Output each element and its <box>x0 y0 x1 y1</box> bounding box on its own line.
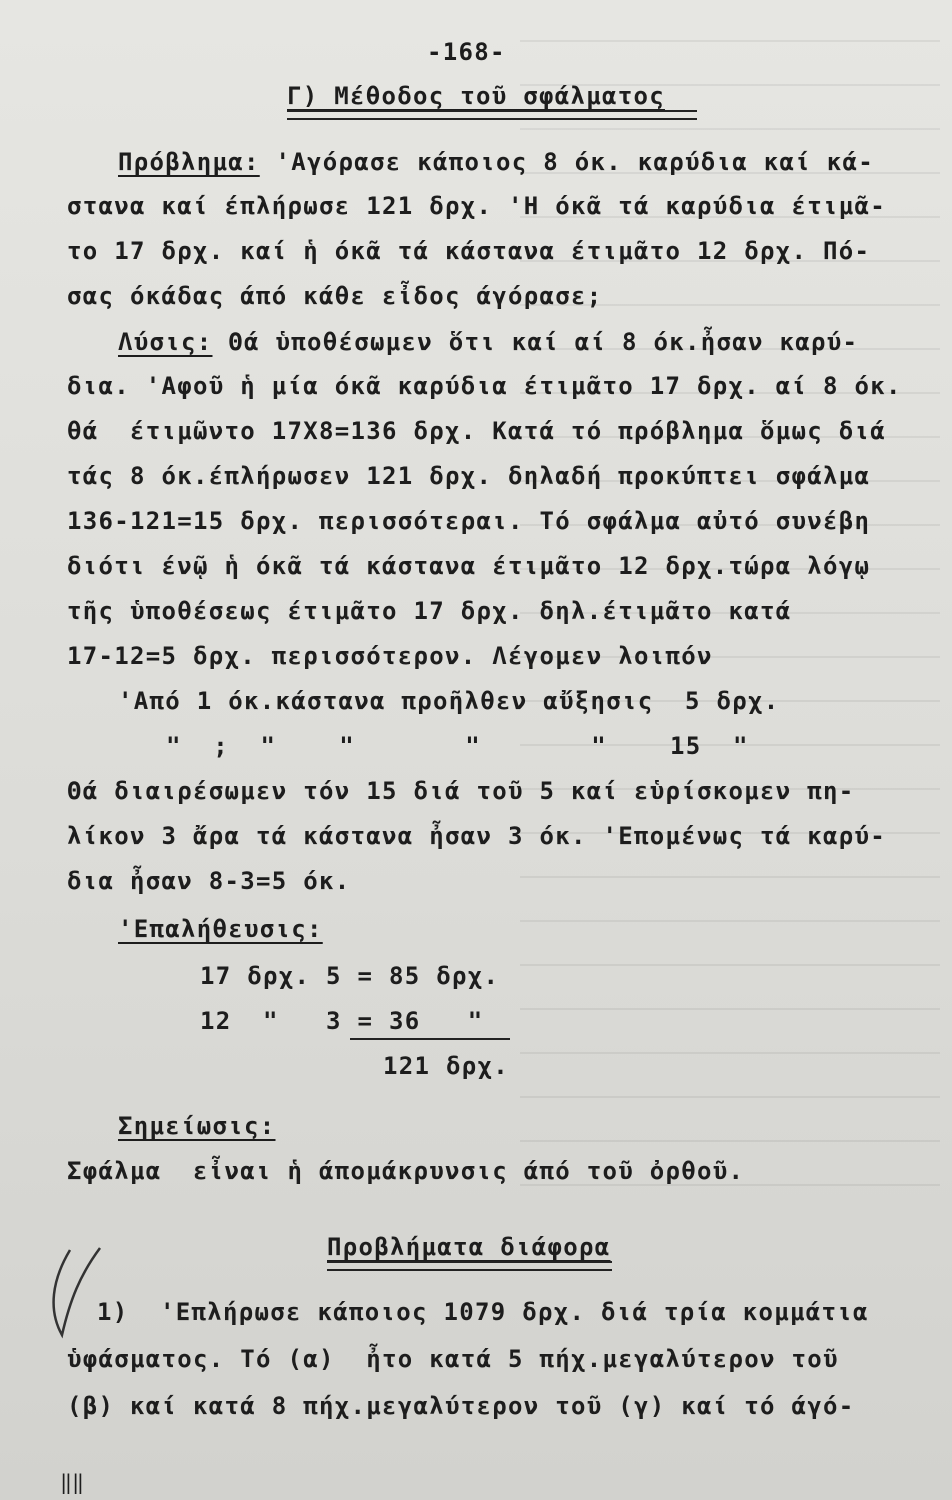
text-line-1 <box>118 148 874 176</box>
verification-total: 121 δρχ. <box>383 1052 509 1080</box>
solution-line-1: Θά ὑποθέσωμεν ὅτι καί αί 8 όκ.ἦσαν καρύ- <box>212 328 859 356</box>
text-line-6: δια. 'Αφοῦ ἡ μία όκᾶ καρύδια έτιμᾶτο 17 δρχ. αί 8 όκ. <box>67 372 902 400</box>
text-line-11: τῆς ὑποθέσεως έτιμᾶτο 17 δρχ. δηλ.έτιμᾶτο κατά <box>67 597 792 625</box>
remark-label: Σημείωσις: <box>118 1112 276 1140</box>
text-line-14: " ; " " " " 15 " <box>166 732 749 760</box>
verification-line-2: 12 " 3 = 36 " <box>200 1007 484 1035</box>
misc-problems-heading: Προβλήματα διάφορα <box>327 1233 611 1261</box>
misc-line-3: (β) καί κατά 8 πήχ.μεγαλύτερον τοῦ (γ) καί τό άγό- <box>67 1392 855 1420</box>
text-line-17: δια ἦσαν 8-3=5 όκ. <box>67 867 351 895</box>
text-line-12: 17-12=5 δρχ. περισσότερον. Λέγομεν λοιπόν <box>67 642 713 670</box>
solution-label: Λύσις: <box>118 328 213 356</box>
text-line-5 <box>118 328 858 356</box>
text-line-13: 'Από 1 όκ.κάστανα προῆλθεν αὔξησις 5 δρχ. <box>118 687 780 715</box>
text-line-9: 136-121=15 δρχ. περισσότεραι. Τό σφάλμα αὐτό συνέβη <box>67 507 871 535</box>
problem-label: Πρόβλημα: <box>118 148 260 176</box>
misc-line-2: ὑφάσματος. Τό (α) ἦτο κατά 5 πήχ.μεγαλύτερον τοῦ <box>67 1345 839 1373</box>
handwritten-margin-mark <box>40 1240 130 1350</box>
section-title: Γ) Μέθοδος τοῦ σφάλματος <box>287 82 665 110</box>
misc-heading-double-underline <box>327 1261 612 1271</box>
text-line-15: Θά διαιρέσωμεν τόν 15 διά τοῦ 5 καί εὑρίσκομεν πη- <box>67 777 855 805</box>
text-line-7: θά έτιμῶντο 17Χ8=136 δρχ. Κατά τό πρόβλημα ὅμως διά <box>67 417 886 445</box>
problem-line-1: 'Αγόρασε κάποιος 8 όκ. καρύδια καί κά- <box>259 148 874 176</box>
verification-line-1: 17 δρχ. 5 = 85 δρχ. <box>200 962 500 990</box>
text-line-2: στανα καί έπλήρωσε 121 δρχ. 'Η όκᾶ τά καρύδια έτιμᾶ- <box>67 192 886 220</box>
misc-line-1: 1) 'Επλήρωσε κάποιος 1079 δρχ. διά τρία κομμάτια <box>97 1298 869 1326</box>
title-double-underline <box>287 110 697 120</box>
text-line-3: το 17 δρχ. καί ἡ όκᾶ τά κάστανα έτιμᾶτο 12 δρχ. Πό- <box>67 237 871 265</box>
text-line-16: λίκον 3 ἄρα τά κάστανα ἦσαν 3 όκ. 'Επομένως τά καρύ- <box>67 822 886 850</box>
remark-line: Σφάλμα εἶναι ἡ άπομάκρυνσις άπό τοῦ ὀρθοῦ. <box>67 1157 745 1185</box>
margin-tick-mark: ‖‖ <box>60 1470 85 1494</box>
page-number: -168- <box>427 38 506 66</box>
text-line-10: διότι ένῷ ἡ όκᾶ τά κάστανα έτιμᾶτο 12 δρχ.τώρα λόγῳ <box>67 552 871 580</box>
text-line-4: σας όκάδας άπό κάθε εἶδος άγόρασε; <box>67 282 603 310</box>
text-line-8: τάς 8 όκ.έπλήρωσεν 121 δρχ. δηλαδή προκύπτει σφάλμα <box>67 462 871 490</box>
verification-label: 'Επαλήθευσις: <box>118 915 323 943</box>
sum-rule <box>350 1038 510 1040</box>
